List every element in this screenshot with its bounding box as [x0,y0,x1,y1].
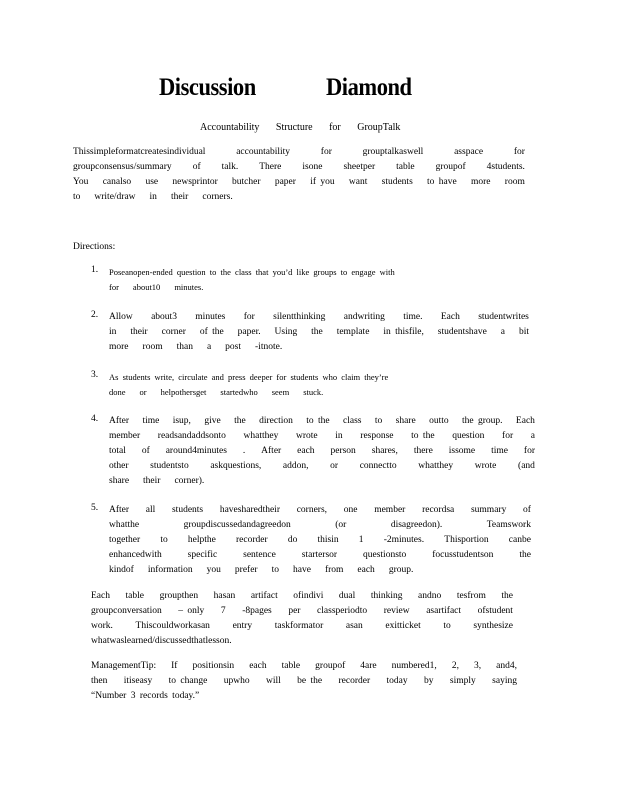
tip-word: each [249,661,267,671]
tip-word: then [91,676,108,686]
step-word: have [293,565,311,575]
step-word: (or [335,520,347,530]
closing-line [91,589,513,604]
step-number: 4. [91,414,99,424]
step-word: 1 [358,535,364,545]
intro-word: room [504,177,525,187]
intro-word: more [471,177,491,187]
closing-word: Thiscouldworkasan [135,621,210,631]
step-word: class [343,416,362,426]
tip-word: will [265,676,281,686]
step-word: whatthey [418,461,454,471]
step-word: kindof [109,565,134,575]
intro-word: for [320,147,332,157]
closing-word: groupthen [159,591,199,601]
closing-word: Each [91,591,110,601]
title-left: Discussion [159,74,256,101]
intro-word: their [170,192,189,202]
intro-line [73,160,525,175]
step-word: shares, [371,446,398,456]
intro-word: butcher [232,177,261,187]
step-word: corners, [296,505,328,515]
tip-word: to change [168,676,208,686]
step-word: for [243,312,255,322]
intro-word: in [149,192,157,202]
closing-paragraph [91,589,513,649]
closing-word: tesfrom [456,591,486,601]
step-word: information [147,565,193,575]
closing-line [91,604,513,619]
closing-word: work. [91,621,113,631]
step-word: seem [271,387,290,397]
step-line [109,370,449,385]
step-word: or [139,387,147,397]
step-word: helpothersget [160,387,207,397]
step-line [109,548,531,563]
step-line [109,444,535,459]
tip-word: 3, [473,661,482,671]
step-word: about3 [151,312,177,322]
step-text [109,265,449,295]
step-word: startedwho [220,387,258,397]
step-word: to [160,535,168,545]
step-text [109,414,535,489]
intro-word: want [348,177,368,187]
step-word: or [330,461,339,471]
step-word: After [261,446,282,456]
closing-word: dual [338,591,356,601]
tip-line [91,674,517,689]
intro-word: if you [310,177,335,187]
step-line [109,518,531,533]
intro-word: newsprintor [172,177,218,187]
step-word: in [109,327,117,337]
step-word: wrote [474,461,497,471]
intro-word: canalso [102,177,132,187]
tip-word: numbered1, [391,661,437,671]
step-line [109,385,449,400]
step-word: of [141,446,150,456]
tip-word: itiseasy [123,676,153,686]
intro-word: corners. [202,192,233,202]
step-word: than [176,342,193,352]
step-word: silentthinking [273,312,326,322]
tip-line [91,659,517,674]
intro-line [73,190,525,205]
closing-word: the [501,591,513,601]
step-word: post [225,342,242,352]
step-word: to [374,416,383,426]
step-line [109,325,529,340]
intro-word: use [145,177,159,187]
step-word: Pose [109,267,126,277]
intro-word: of [192,162,201,172]
step-word: for [502,431,514,441]
step-word: . [242,446,246,456]
step-word: total [109,446,126,456]
step-word: a [530,431,535,441]
step-word: in [335,431,343,441]
step-word: -itnote. [255,342,283,352]
step-word: open [133,267,150,277]
closing-word: asartifact [426,606,462,616]
tip-word: positionsin [192,661,235,671]
tip-word: simply [449,676,476,686]
step-line [109,429,535,444]
step-word: of [523,505,531,515]
step-word: studentsto [150,461,189,471]
step-word: whatthe [109,520,140,530]
closing-word: andno [418,591,442,601]
intro-word: There [259,162,282,172]
intro-word: write/draw [94,192,136,202]
step-text [109,503,531,578]
closing-word: classperiodto [317,606,368,616]
closing-word: taskformator [274,621,324,631]
step-word: thisin [317,535,339,545]
closing-word: – only [178,606,205,616]
step-word: connectto [359,461,397,471]
step-word: students [171,505,204,515]
step-word: share [109,476,130,486]
step-word: member [109,431,141,441]
step-line [109,503,531,518]
closing-word: synthesize [473,621,513,631]
step-word: canbe [508,535,531,545]
closing-word: review [383,606,410,616]
intro-line [73,175,525,190]
step-word: Teamswork [486,520,531,530]
intro-word: table [396,162,415,172]
step-line [109,310,529,325]
step-line [109,265,449,280]
step-number: 2. [91,310,99,320]
step-word: one [343,505,358,515]
step-word: prefer [234,565,258,575]
tip-word: groupof [315,661,346,671]
step-word: isup, [172,416,191,426]
step-word: together [109,535,141,545]
step-word: you [206,565,221,575]
tip-word: be the [297,676,323,686]
tip-word: “Number 3 records today.” [91,691,200,701]
step-word: corner). [174,476,205,486]
management-tip [91,659,517,704]
step-word: there [413,446,433,456]
step-word: about10 [132,282,161,292]
step-line [109,563,531,578]
step-word: bit [518,327,529,337]
step-word: Allow [109,312,133,322]
step-word: question [452,431,485,441]
step-word: their [130,327,148,337]
closing-line [91,634,513,649]
closing-word: to [443,621,451,631]
step-word: enhancedwith [109,550,162,560]
step-word: paper. [237,327,261,337]
intro-word: paper [274,177,296,187]
intro-word: You [73,177,89,187]
step-word: outto [429,416,449,426]
step-word: recordsa [422,505,455,515]
step-word: give [204,416,221,426]
intro-word: isone [302,162,323,172]
closing-word: per [288,606,301,616]
step-number: 5. [91,503,99,513]
closing-word: hasan [213,591,236,601]
closing-line [91,619,513,634]
tip-word: and4, [496,661,517,671]
title-right: Diamond [326,74,412,101]
tip-word: table [281,661,301,671]
step-word: for [109,282,119,292]
intro-word: groupconsensus/summary [73,162,172,172]
step-word: wrote [295,431,318,441]
step-word: -ended question to the class that you’d like groups to engage with [149,267,395,277]
step-word: minutes [195,312,226,322]
step-word: done [109,387,126,397]
step-word: Using [274,327,298,337]
step-word: startersor [301,550,338,560]
step-word: sentence [243,550,276,560]
step-word: After [109,416,130,426]
step-line [109,280,449,295]
step-word: Each [440,312,460,322]
intro-line [73,145,525,160]
step-text [109,310,529,355]
closing-word: exitticket [385,621,421,631]
step-word: specific [187,550,218,560]
step-word: response [360,431,394,441]
step-line [109,459,535,474]
step-word: more [109,342,129,352]
step-word: in thisfile, [383,327,424,337]
step-word: Each [515,416,535,426]
closing-word: table [125,591,145,601]
intro-word: asspace [454,147,484,157]
step-word: group. [388,565,414,575]
intro-word: for [513,147,525,157]
step-word: to the [306,416,330,426]
closing-word: -8pages [242,606,272,616]
step-word: an [125,267,134,277]
closing-word: thinking [370,591,403,601]
step-word: direction [259,416,293,426]
step-word: person [330,446,356,456]
intro-word: sheetper [343,162,376,172]
step-line [109,414,535,429]
step-word: each [357,565,375,575]
step-word: around4minutes [165,446,227,456]
intro-word: 4students. [486,162,525,172]
tip-word: saying [492,676,517,686]
step-word: corner [161,327,186,337]
intro-word: to have [427,177,457,187]
step-text [109,370,449,400]
step-word: minutes. [174,282,204,292]
step-word: disagreedon). [390,520,443,530]
intro-word: grouptalkaswell [362,147,424,157]
step-word: to [271,565,279,575]
step-word: template [336,327,370,337]
step-word: all [145,505,156,515]
intro-word: groupof [435,162,466,172]
step-word: studentwrites [478,312,529,322]
tip-word: upwho [223,676,250,686]
closing-word: ofstudent [477,606,513,616]
step-word: groupdiscussedandagreedon [183,520,291,530]
tip-word: recorder [338,676,371,686]
step-word: whatthey [243,431,279,441]
intro-word: students [381,177,413,187]
step-word: (and [518,461,535,471]
step-word: issome [448,446,476,456]
step-line [109,340,529,355]
step-word: each [297,446,315,456]
step-word: time. [403,312,423,322]
tip-line [91,689,517,704]
step-word: studentshave [437,327,487,337]
step-word: of the [199,327,224,337]
tip-word: by [424,676,434,686]
step-word: focusstudentson [432,550,494,560]
tip-word: If [171,661,178,671]
step-word: stuck. [303,387,324,397]
step-word: a [500,327,506,337]
closing-word: 7 [220,606,226,616]
step-word: a [206,342,212,352]
tip-word: ManagementTip: [91,661,157,671]
intro-paragraph [73,145,525,205]
step-word: the [234,416,246,426]
intro-word: Thissimpleformatcreatesindividual [73,147,206,157]
step-word: -2minutes. [383,535,425,545]
step-line [109,533,531,548]
step-word: havesharedtheir [219,505,280,515]
closing-word: entry [232,621,253,631]
step-word: to the [411,431,435,441]
step-word: As students write, circulate and press deeper for students who claim they’re [109,372,389,382]
tip-word: 4are [360,661,377,671]
step-word: member [374,505,406,515]
step-word: the group. [462,416,503,426]
closing-word: artifact [250,591,278,601]
step-word: andwriting [343,312,385,322]
step-word: addon, [282,461,309,471]
step-word: their [143,476,161,486]
intro-word: to [73,192,81,202]
step-word: After [109,505,130,515]
step-number: 3. [91,370,99,380]
closing-word: whatwaslearned/discussedthatlesson. [91,636,232,646]
closing-word: groupconversation [91,606,162,616]
step-word: other [109,461,129,471]
step-word: time [142,416,160,426]
step-word: room [142,342,163,352]
step-word: share [395,416,416,426]
step-word: from [324,565,344,575]
step-line [109,474,535,489]
step-word: recorder [236,535,268,545]
subtitle: Accountability Structure for GroupTalk [200,122,401,133]
step-word: Thisportion [444,535,489,545]
closing-word: asan [345,621,363,631]
step-word: for [523,446,535,456]
tip-word: 2, [451,661,459,671]
directions-label: Directions: [73,242,116,252]
tip-word: today [386,676,408,686]
step-word: the [519,550,531,560]
intro-word: accountability [236,147,291,157]
step-word: do [287,535,298,545]
intro-word: talk. [221,162,239,172]
step-word: helpthe [187,535,216,545]
step-word: askquestions, [210,461,262,471]
step-word: summary [470,505,507,515]
step-number: 1. [91,265,99,275]
step-word: readsandaddsonto [157,431,226,441]
step-word: time [491,446,508,456]
step-word: the [311,327,323,337]
step-word: questionsto [363,550,407,560]
closing-word: ofindivi [293,591,324,601]
